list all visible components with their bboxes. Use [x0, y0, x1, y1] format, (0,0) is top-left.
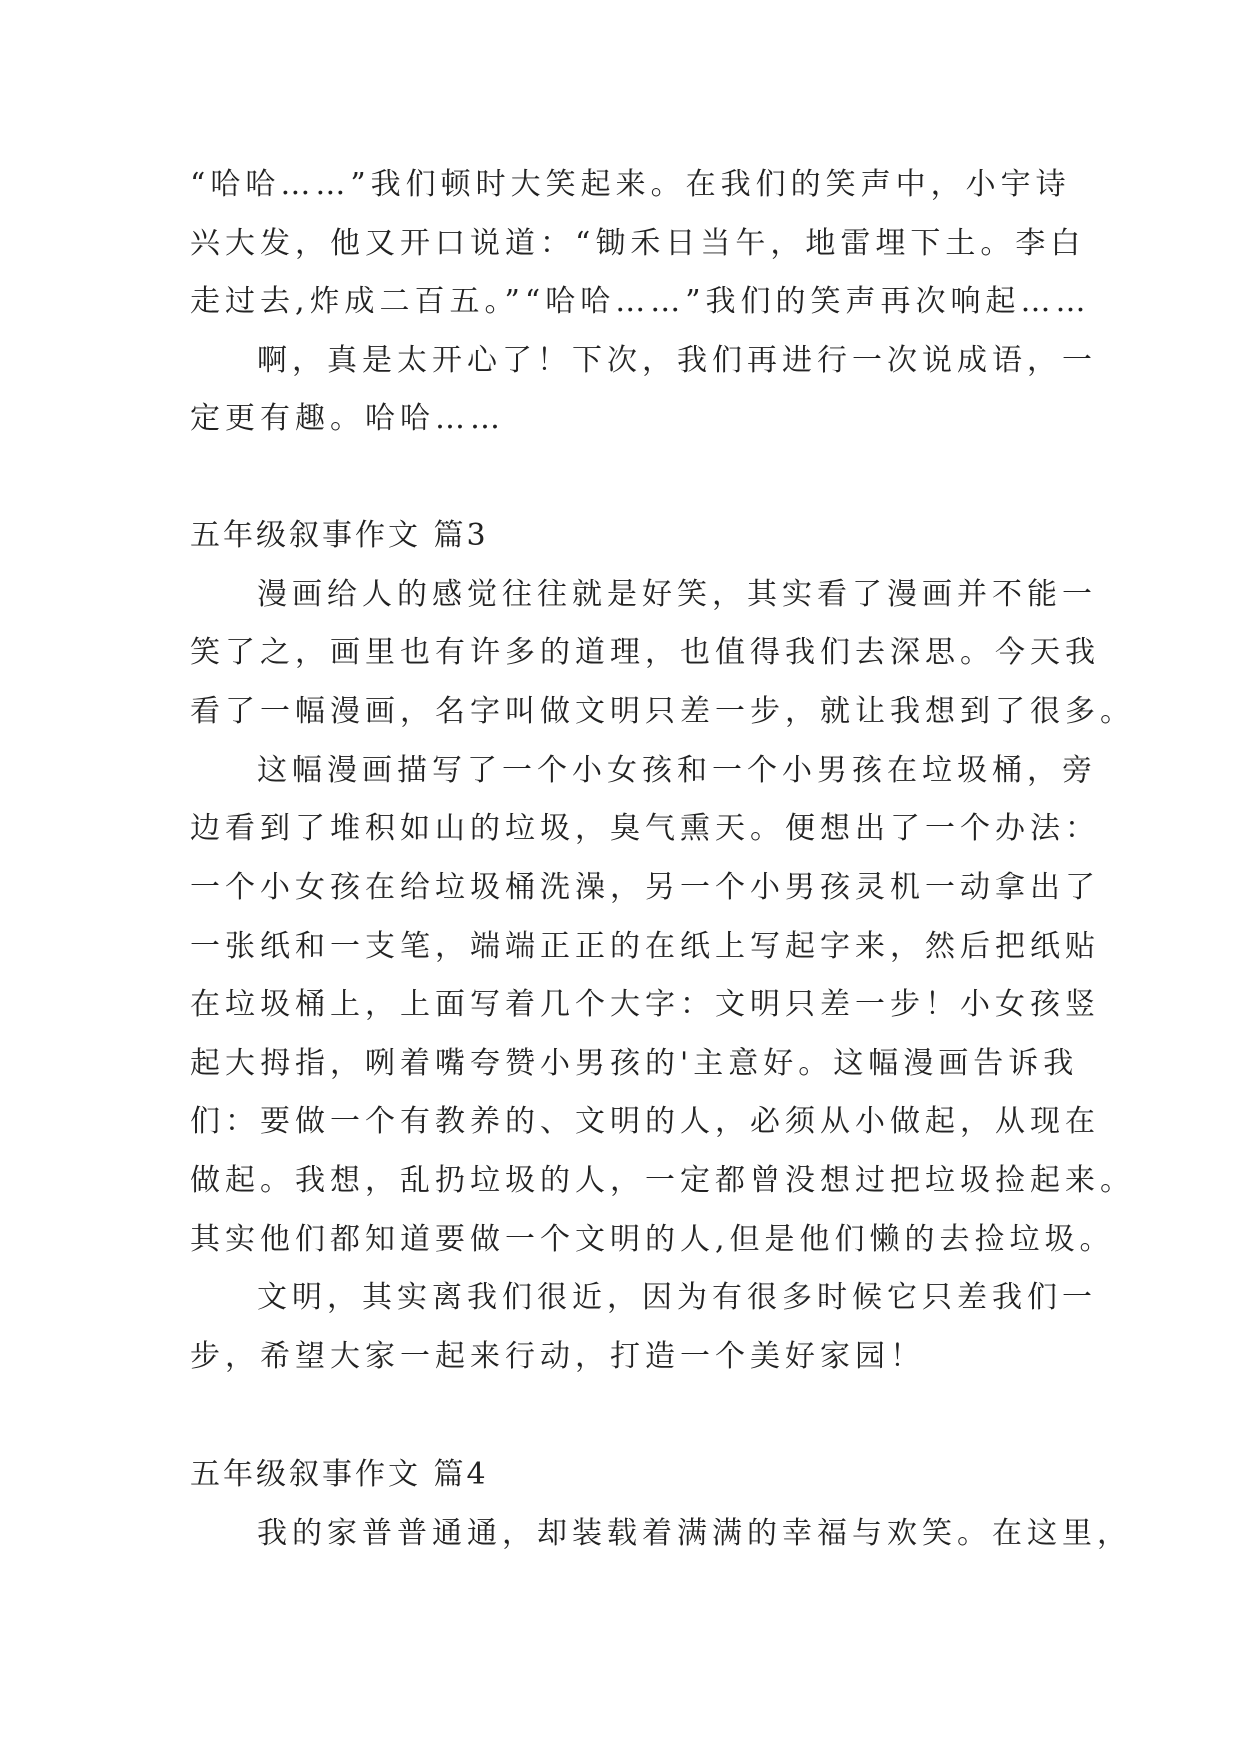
section-heading: 五年级叙事作文 篇3: [190, 518, 489, 553]
text-line: 看了一幅漫画，名字叫做文明只差一步，就让我想到了很多。: [190, 694, 1135, 729]
text-line: 步，希望大家一起来行动，打造一个美好家园！: [190, 1339, 925, 1374]
text-line: 起大拇指，咧着嘴夸赞小男孩的'主意好。这幅漫画告诉我: [190, 1046, 1079, 1081]
text-line: 边看到了堆积如山的垃圾，臭气熏天。便想出了一个办法：: [190, 811, 1100, 846]
text-line: 其实他们都知道要做一个文明的人,但是他们懒的去捡垃圾。: [190, 1222, 1115, 1257]
text-line: 定更有趣。哈哈……: [190, 401, 505, 436]
paragraph-start-line: 文明，其实离我们很近，因为有很多时候它只差我们一: [257, 1280, 1097, 1315]
paragraph-start-line: 漫画给人的感觉往往就是好笑，其实看了漫画并不能一: [257, 577, 1097, 612]
section-heading: 五年级叙事作文 篇4: [190, 1457, 489, 1492]
text-line: 在垃圾桶上，上面写着几个大字：文明只差一步！小女孩竖: [190, 987, 1100, 1022]
text-line: 一个小女孩在给垃圾桶洗澡，另一个小男孩灵机一动拿出了: [190, 870, 1100, 905]
paragraph-start-line: 我的家普普通通，却装载着满满的幸福与欢笑。在这里，: [257, 1516, 1132, 1551]
text-line: 笑了之，画里也有许多的道理，也值得我们去深思。今天我: [190, 635, 1100, 670]
text-line: 做起。我想，乱扔垃圾的人，一定都曾没想过把垃圾捡起来。: [190, 1163, 1135, 1198]
paragraph-start-line: 这幅漫画描写了一个小女孩和一个小男孩在垃圾桶，旁: [257, 753, 1097, 788]
text-line: 一张纸和一支笔，端端正正的在纸上写起字来，然后把纸贴: [190, 929, 1100, 964]
text-line: 们：要做一个有教养的、文明的人，必须从小做起，从现在: [190, 1104, 1100, 1139]
text-line: 兴大发，他又开口说道：“锄禾日当午，地雷埋下土。李白: [190, 226, 1086, 261]
text-line: 走过去,炸成二百五。”“哈哈……”我们的笑声再次响起……: [190, 284, 1091, 319]
text-line: “哈哈……”我们顿时大笑起来。在我们的笑声中，小宇诗: [190, 167, 1071, 202]
paragraph-start-line: 啊，真是太开心了！下次，我们再进行一次说成语，一: [257, 343, 1097, 378]
